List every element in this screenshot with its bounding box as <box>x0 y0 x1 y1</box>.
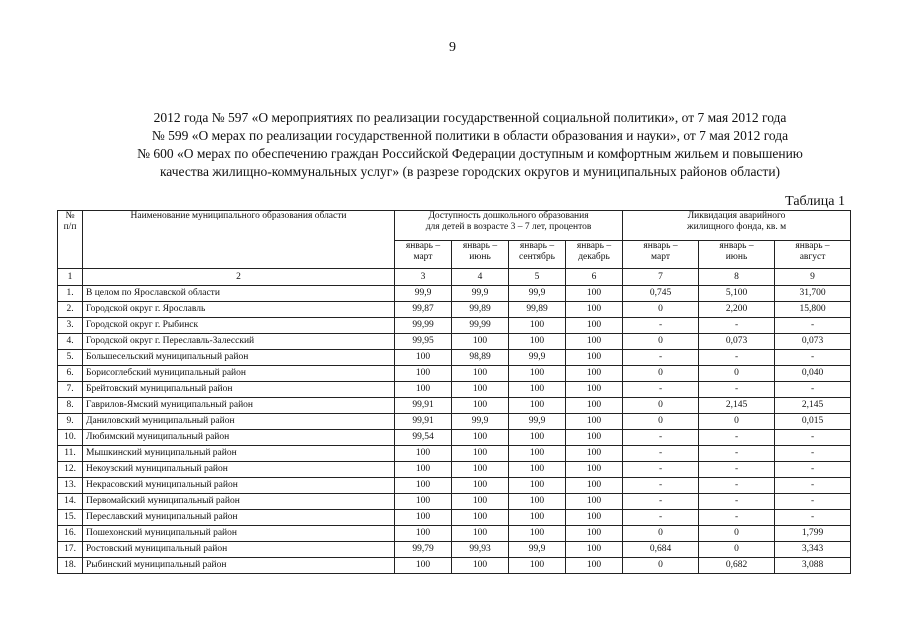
municipality-name: Брейтовский муниципальный район <box>83 382 395 398</box>
table-row <box>58 286 851 302</box>
value-cell: - <box>775 494 851 510</box>
data-table <box>57 210 851 574</box>
value-cell: 0 <box>699 542 775 558</box>
value-cell: - <box>775 478 851 494</box>
row-number: 1. <box>58 286 83 302</box>
value-cell: - <box>623 494 699 510</box>
value-cell: 2,145 <box>699 398 775 414</box>
column-number: 1 <box>58 269 83 286</box>
value-cell: 0 <box>623 414 699 430</box>
value-cell: 100 <box>566 478 623 494</box>
table-row <box>58 478 851 494</box>
value-cell: - <box>623 382 699 398</box>
value-cell: - <box>623 350 699 366</box>
value-cell: 100 <box>566 414 623 430</box>
header-emergency-housing: Ликвидация аварийного жилищного фонда, кв. м <box>623 211 851 241</box>
municipality-name: Гаврилов-Ямский муниципальный район <box>83 398 395 414</box>
value-cell: - <box>623 510 699 526</box>
value-cell: 100 <box>452 462 509 478</box>
value-cell: 100 <box>509 430 566 446</box>
municipality-name: Переславский муниципальный район <box>83 510 395 526</box>
column-number: 7 <box>623 269 699 286</box>
subheader-period: январь – июнь <box>699 241 775 269</box>
row-number: 15. <box>58 510 83 526</box>
value-cell: 100 <box>395 526 452 542</box>
header-number: № п/п <box>58 211 83 269</box>
value-cell: 15,800 <box>775 302 851 318</box>
header-municipality: Наименование муниципального образования области <box>83 211 395 269</box>
heading-line: № 599 «О мерах по реализации государственной политики в области образования и науки», от 7 мая 2012 года <box>151 128 789 143</box>
value-cell: - <box>775 382 851 398</box>
municipality-name: Городской округ г. Ярославль <box>83 302 395 318</box>
value-cell: 99,9 <box>509 542 566 558</box>
value-cell: 100 <box>452 510 509 526</box>
table-row <box>58 382 851 398</box>
value-cell: - <box>623 462 699 478</box>
value-cell: 99,54 <box>395 430 452 446</box>
municipality-name: Некрасовский муниципальный район <box>83 478 395 494</box>
table-row <box>58 446 851 462</box>
row-number: 5. <box>58 350 83 366</box>
column-number-row <box>58 269 851 286</box>
value-cell: - <box>699 494 775 510</box>
document-heading <box>80 109 860 181</box>
value-cell: 100 <box>566 542 623 558</box>
value-cell: 100 <box>452 558 509 574</box>
value-cell: 99,95 <box>395 334 452 350</box>
table-row <box>58 318 851 334</box>
value-cell: - <box>699 382 775 398</box>
value-cell: 100 <box>509 494 566 510</box>
municipality-name: Ростовский муниципальный район <box>83 542 395 558</box>
value-cell: 99,93 <box>452 542 509 558</box>
table-row <box>58 494 851 510</box>
row-number: 12. <box>58 462 83 478</box>
value-cell: - <box>699 462 775 478</box>
value-cell: 100 <box>566 494 623 510</box>
column-number: 5 <box>509 269 566 286</box>
municipality-name: Пошехонский муниципальный район <box>83 526 395 542</box>
municipality-name: Любимский муниципальный район <box>83 430 395 446</box>
row-number: 13. <box>58 478 83 494</box>
value-cell: 0 <box>699 526 775 542</box>
header-preschool-availability: Доступность дошкольного образования для детей в возрасте 3 – 7 лет, процентов <box>395 211 623 241</box>
value-cell: - <box>775 350 851 366</box>
value-cell: 100 <box>566 446 623 462</box>
value-cell: 2,145 <box>775 398 851 414</box>
table-row <box>58 414 851 430</box>
table-row <box>58 462 851 478</box>
table-row <box>58 542 851 558</box>
value-cell: 99,99 <box>452 318 509 334</box>
row-number: 6. <box>58 366 83 382</box>
municipality-name: Первомайский муниципальный район <box>83 494 395 510</box>
municipality-name: Даниловский муниципальный район <box>83 414 395 430</box>
value-cell: 100 <box>395 350 452 366</box>
value-cell: - <box>623 430 699 446</box>
value-cell: 100 <box>509 478 566 494</box>
table-body <box>58 286 851 574</box>
value-cell: 100 <box>509 334 566 350</box>
value-cell: - <box>699 478 775 494</box>
value-cell: 100 <box>452 382 509 398</box>
value-cell: 99,87 <box>395 302 452 318</box>
table-row <box>58 430 851 446</box>
value-cell: 100 <box>452 366 509 382</box>
table-row <box>58 398 851 414</box>
value-cell: 99,9 <box>395 286 452 302</box>
value-cell: 100 <box>395 366 452 382</box>
municipality-name: Рыбинский муниципальный район <box>83 558 395 574</box>
page-number: 9 <box>449 40 456 55</box>
value-cell: 100 <box>566 366 623 382</box>
value-cell: - <box>699 446 775 462</box>
value-cell: 99,89 <box>452 302 509 318</box>
value-cell: 2,200 <box>699 302 775 318</box>
municipality-name: В целом по Ярославской области <box>83 286 395 302</box>
row-number: 2. <box>58 302 83 318</box>
value-cell: 99,9 <box>452 286 509 302</box>
value-cell: 100 <box>566 334 623 350</box>
table-row <box>58 302 851 318</box>
table-row <box>58 334 851 350</box>
subheader-period: январь – март <box>623 241 699 269</box>
value-cell: 100 <box>566 510 623 526</box>
value-cell: 100 <box>395 382 452 398</box>
value-cell: 100 <box>395 558 452 574</box>
column-number: 3 <box>395 269 452 286</box>
row-number: 7. <box>58 382 83 398</box>
value-cell: 0,684 <box>623 542 699 558</box>
value-cell: 100 <box>452 526 509 542</box>
value-cell: - <box>775 462 851 478</box>
table-row <box>58 350 851 366</box>
table-row <box>58 558 851 574</box>
value-cell: 100 <box>566 462 623 478</box>
value-cell: 99,9 <box>452 414 509 430</box>
value-cell: 100 <box>395 494 452 510</box>
value-cell: 0,073 <box>699 334 775 350</box>
value-cell: 100 <box>566 350 623 366</box>
subheader-period: январь – март <box>395 241 452 269</box>
value-cell: 0,073 <box>775 334 851 350</box>
value-cell: - <box>699 510 775 526</box>
row-number: 8. <box>58 398 83 414</box>
row-number: 3. <box>58 318 83 334</box>
value-cell: 99,99 <box>395 318 452 334</box>
subheader-period: январь – сентябрь <box>509 241 566 269</box>
subheader-period: январь – декабрь <box>566 241 623 269</box>
value-cell: 100 <box>566 398 623 414</box>
value-cell: 0 <box>623 398 699 414</box>
table-caption: Таблица 1 <box>785 194 845 209</box>
value-cell: - <box>699 350 775 366</box>
value-cell: - <box>623 446 699 462</box>
row-number: 16. <box>58 526 83 542</box>
municipality-name: Некоузский муниципальный район <box>83 462 395 478</box>
value-cell: 99,79 <box>395 542 452 558</box>
value-cell: 100 <box>452 430 509 446</box>
row-number: 4. <box>58 334 83 350</box>
column-number: 8 <box>699 269 775 286</box>
municipality-name: Городской округ г. Переславль-Залесский <box>83 334 395 350</box>
value-cell: 99,91 <box>395 414 452 430</box>
value-cell: 0 <box>623 302 699 318</box>
table-row <box>58 510 851 526</box>
value-cell: 100 <box>509 558 566 574</box>
value-cell: 0,015 <box>775 414 851 430</box>
value-cell: 100 <box>509 510 566 526</box>
row-number: 11. <box>58 446 83 462</box>
value-cell: 100 <box>509 366 566 382</box>
value-cell: 31,700 <box>775 286 851 302</box>
row-number: 18. <box>58 558 83 574</box>
value-cell: 99,9 <box>509 350 566 366</box>
value-cell: 99,89 <box>509 302 566 318</box>
value-cell: 100 <box>452 478 509 494</box>
row-number: 10. <box>58 430 83 446</box>
municipality-name: Борисоглебский муниципальный район <box>83 366 395 382</box>
subheader-period: январь – июнь <box>452 241 509 269</box>
value-cell: 100 <box>566 318 623 334</box>
value-cell: - <box>775 318 851 334</box>
value-cell: 1,799 <box>775 526 851 542</box>
subheader-period: январь – август <box>775 241 851 269</box>
municipality-name: Большесельский муниципальный район <box>83 350 395 366</box>
value-cell: 100 <box>509 398 566 414</box>
row-number: 17. <box>58 542 83 558</box>
value-cell: 0 <box>699 366 775 382</box>
value-cell: 0 <box>623 334 699 350</box>
value-cell: - <box>775 446 851 462</box>
column-number: 9 <box>775 269 851 286</box>
column-number: 2 <box>83 269 395 286</box>
column-number: 6 <box>566 269 623 286</box>
value-cell: 100 <box>566 430 623 446</box>
value-cell: 100 <box>566 526 623 542</box>
value-cell: 100 <box>395 446 452 462</box>
value-cell: 100 <box>452 446 509 462</box>
value-cell: 0,745 <box>623 286 699 302</box>
value-cell: 0 <box>623 366 699 382</box>
value-cell: - <box>623 478 699 494</box>
value-cell: 100 <box>566 382 623 398</box>
value-cell: 100 <box>509 462 566 478</box>
value-cell: 100 <box>566 558 623 574</box>
heading-line: качества жилищно-коммунальных услуг» (в разрезе городских округов и муниципальных районов области) <box>159 164 781 179</box>
value-cell: 100 <box>395 462 452 478</box>
value-cell: 100 <box>509 318 566 334</box>
table-row <box>58 366 851 382</box>
value-cell: 0,040 <box>775 366 851 382</box>
value-cell: 0 <box>623 558 699 574</box>
value-cell: 99,91 <box>395 398 452 414</box>
value-cell: 100 <box>566 302 623 318</box>
value-cell: 99,9 <box>509 286 566 302</box>
value-cell: 100 <box>566 286 623 302</box>
value-cell: 100 <box>509 526 566 542</box>
value-cell: 0 <box>699 414 775 430</box>
value-cell: 3,088 <box>775 558 851 574</box>
heading-line: № 600 «О мерах по обеспечению граждан Российской Федерации доступным и комфортным жильем и повышению <box>137 146 803 161</box>
value-cell: - <box>699 430 775 446</box>
heading-line: 2012 года № 597 «О мероприятиях по реализации государственной социальной политики», от 7 мая 2012 года <box>153 110 787 125</box>
value-cell: 100 <box>452 494 509 510</box>
municipality-name: Мышкинский муниципальный район <box>83 446 395 462</box>
value-cell: - <box>775 510 851 526</box>
value-cell: 98,89 <box>452 350 509 366</box>
value-cell: 100 <box>452 334 509 350</box>
value-cell: 100 <box>395 510 452 526</box>
column-number: 4 <box>452 269 509 286</box>
value-cell: 0 <box>623 526 699 542</box>
municipality-name: Городской округ г. Рыбинск <box>83 318 395 334</box>
value-cell: - <box>623 318 699 334</box>
value-cell: 3,343 <box>775 542 851 558</box>
value-cell: 100 <box>509 382 566 398</box>
value-cell: 5,100 <box>699 286 775 302</box>
value-cell: 0,682 <box>699 558 775 574</box>
value-cell: 99,9 <box>509 414 566 430</box>
row-number: 14. <box>58 494 83 510</box>
value-cell: - <box>775 430 851 446</box>
row-number: 9. <box>58 414 83 430</box>
value-cell: 100 <box>395 478 452 494</box>
value-cell: - <box>699 318 775 334</box>
value-cell: 100 <box>452 398 509 414</box>
table-row <box>58 526 851 542</box>
value-cell: 100 <box>509 446 566 462</box>
